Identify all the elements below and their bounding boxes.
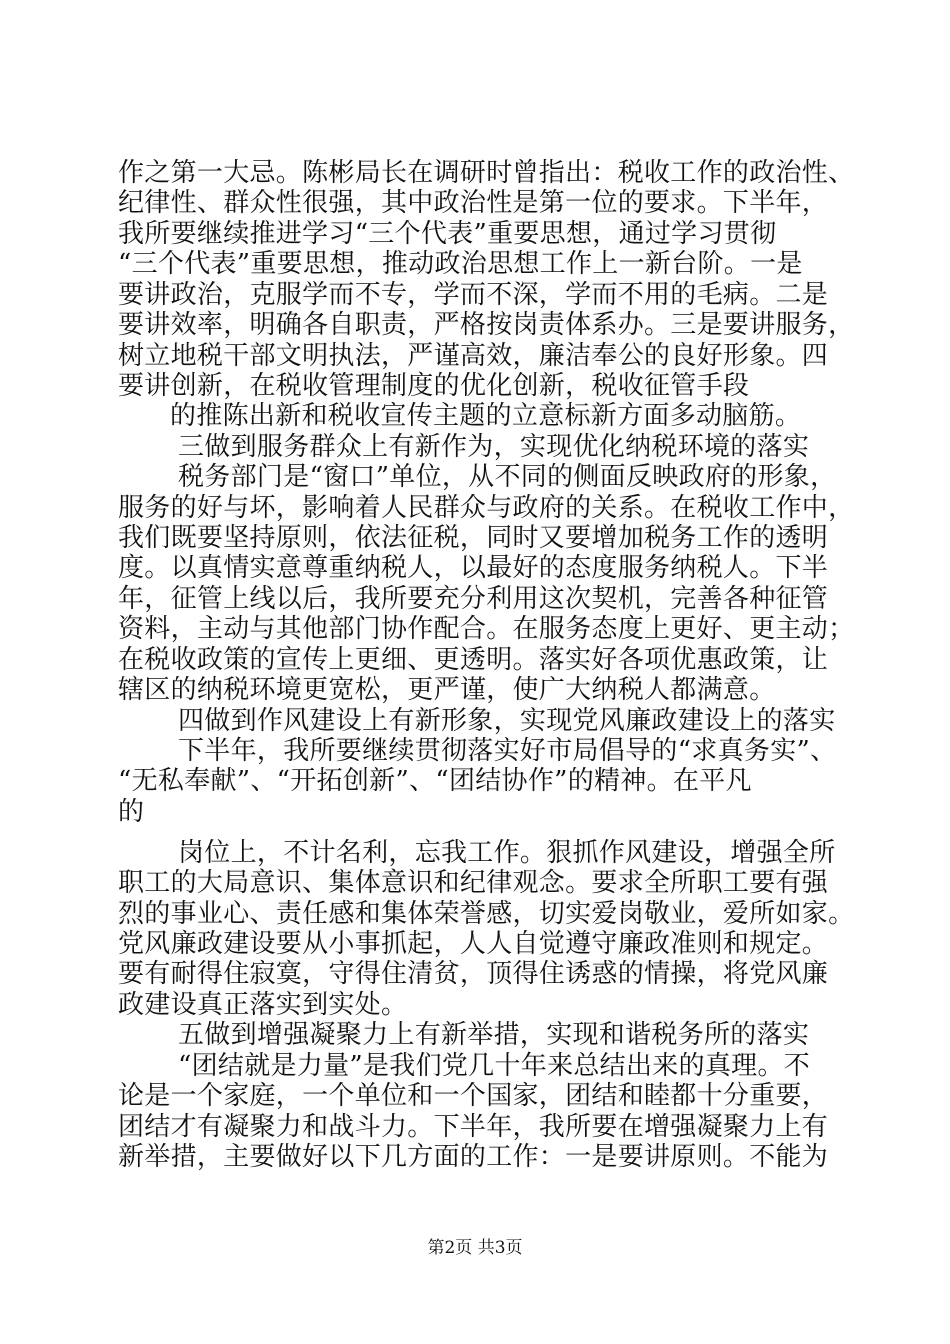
section-heading: 五做到增强凝聚力上有新举措，实现和谐税务所的落实 xyxy=(178,1020,810,1050)
body-line: 在税收政策的宣传上更细、更透明。落实好各项优惠政策，让 xyxy=(118,645,829,675)
body-line: 职工的大局意识、集体意识和纪律观念。要求全所职工要有强 xyxy=(118,868,829,898)
paragraph-start: 下半年，我所要继续贯彻落实好市局倡导的“求真务实”、 xyxy=(178,736,837,766)
body-line: 我所要继续推进学习“三个代表”重要思想，通过学习贯彻 xyxy=(118,219,777,249)
body-line: 度。以真情实意尊重纳税人，以最好的态度服务纳税人。下半 xyxy=(118,553,829,583)
body-line: 党风廉政建设要从小事抓起，人人自觉遵守廉政准则和规定。 xyxy=(118,929,829,959)
paragraph-start: “团结就是力量”是我们党几十年来总结出来的真理。不 xyxy=(178,1051,811,1081)
body-line: 作之第一大忌。陈彬局长在调研时曾指出：税收工作的政治性、 xyxy=(118,158,855,188)
body-line: 要讲效率，明确各自职责，严格按岗责体系办。三是要讲服务， xyxy=(118,310,855,340)
body-line: “无私奉献”、“开拓创新”、“团结协作”的精神。在平凡 xyxy=(118,766,752,796)
body-line: 我们既要坚持原则，依法征税，同时又要增加税务工作的透明 xyxy=(118,523,829,553)
body-line: 要讲创新，在税收管理制度的优化创新，税收征管手段 xyxy=(118,371,750,401)
body-line: 树立地税干部文明执法，严谨高效，廉洁奉公的良好形象。四 xyxy=(118,341,829,371)
body-line: 论是一个家庭，一个单位和一个国家，团结和睦都十分重要， xyxy=(118,1081,829,1111)
body-line: 服务的好与坏，影响着人民群众与政府的关系。在税收工作中， xyxy=(118,493,855,523)
body-line: 辖区的纳税环境更宽松，更严谨，使广大纳税人都满意。 xyxy=(118,675,776,705)
body-line: 烈的事业心、责任感和集体荣誉感，切实爱岗敬业，爱所如家。 xyxy=(118,899,855,929)
body-line: 年，征管上线以后，我所要充分利用这次契机，完善各种征管 xyxy=(118,584,829,614)
section-heading: 四做到作风建设上有新形象，实现党风廉政建设上的落实 xyxy=(178,706,836,736)
body-line: 的 xyxy=(118,797,145,827)
body-line: 新举措，主要做好以下几方面的工作：一是要讲原则。不能为 xyxy=(118,1142,829,1172)
body-line: 要讲政治，克服学而不专，学而不深，学而不用的毛病。二是 xyxy=(118,280,829,310)
body-line: 资料，主动与其他部门协作配合。在服务态度上更好、更主动； xyxy=(118,614,855,644)
body-line: 要有耐得住寂寞，守得住清贫，顶得住诱惑的情操，将党风廉 xyxy=(118,959,829,989)
section-heading: 三做到服务群众上有新作为，实现优化纳税环境的落实 xyxy=(178,432,810,462)
body-line: 纪律性、群众性很强，其中政治性是第一位的要求。下半年， xyxy=(118,188,829,218)
body-line: “三个代表”重要思想，推动政治思想工作上一新台阶。一是 xyxy=(118,249,803,279)
page-number-footer: 第2页 共3页 xyxy=(427,1238,523,1258)
body-line: 的推陈出新和税收宣传主题的立意标新方面多动脑筋。 xyxy=(170,401,802,431)
body-line: 政建设真正落实到实处。 xyxy=(118,990,408,1020)
paragraph-start: 岗位上，不计名利，忘我工作。狠抓作风建设，增强全所 xyxy=(178,838,836,868)
paragraph-start: 税务部门是“窗口”单位，从不同的侧面反映政府的形象， xyxy=(178,462,837,492)
body-line: 团结才有凝聚力和战斗力。下半年，我所要在增强凝聚力上有 xyxy=(118,1112,829,1142)
